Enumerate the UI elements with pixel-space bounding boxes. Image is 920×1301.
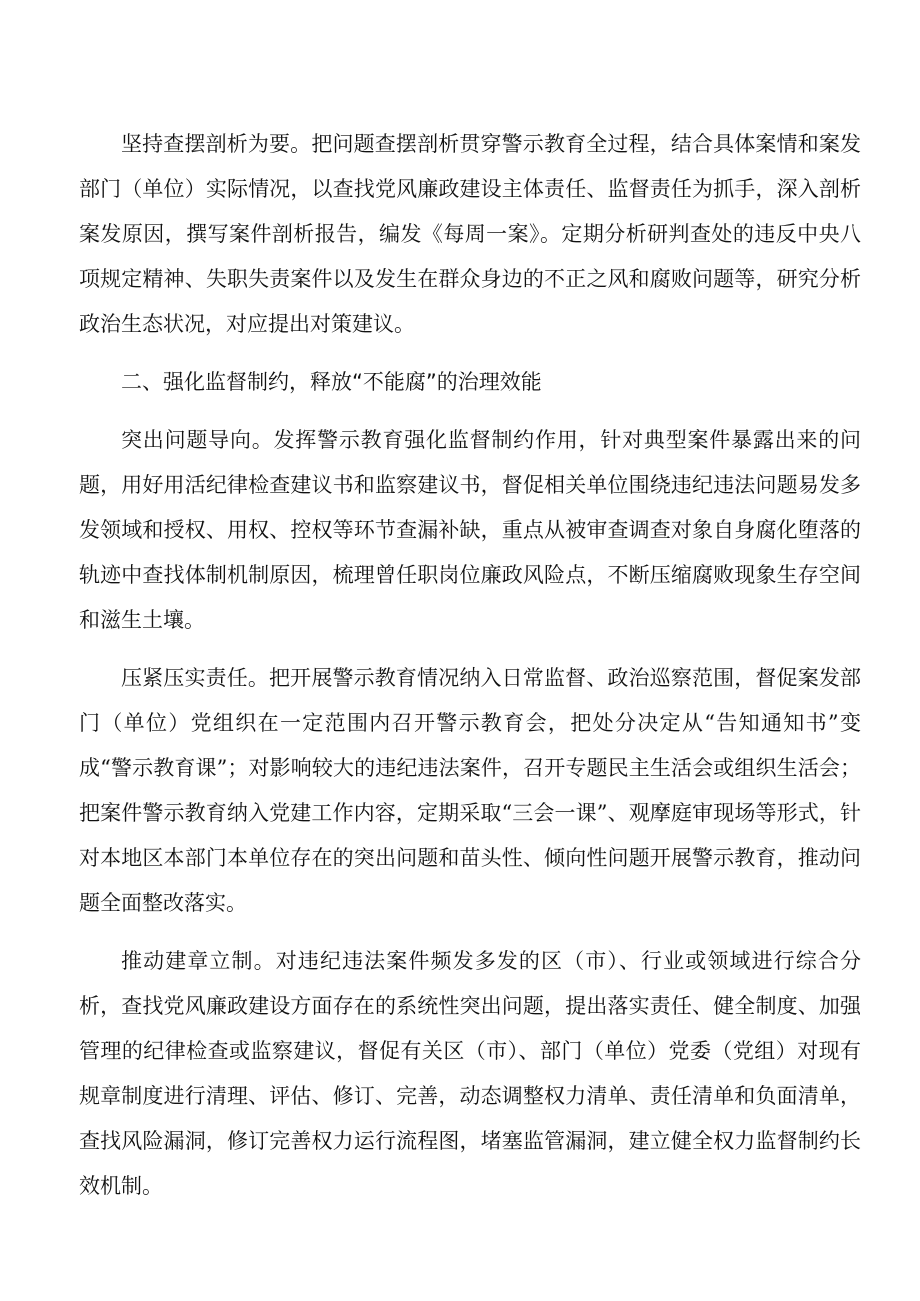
document-body (79, 122, 861, 1209)
paragraph-text: 对违纪违法案件频发多发的区（市）、行业或领域进行综合分析，查找党风廉政建设方面存在的系统性突出问题，提出落实责任、健全制度、加强管理的纪律检查或监察建议，督促有关区（市）、部门（单位）党委（党组）对现有规章制度进行清理、评估、修订、完善，动态调整权力清单、责任清单和负面清单，查找风险漏洞，修订完善权力运行流程图，堵塞监管漏洞，建立健全权力监督制约长效机制。 (79, 949, 862, 1198)
paragraph-rules (79, 939, 861, 1209)
paragraph-lead: 坚持查摆剖析为要。 (121, 132, 312, 156)
paragraph-text: 把问题查摆剖析贯穿警示教育全过程，结合具体案情和案发部门（单位）实际情况，以查找党风廉政建设主体责任、监督责任为抓手，深入剖析案发原因，撰写案件剖析报告，编发《每周一案》。定期分析研判查处的违反中央八项规定精神、失职失责案件以及发生在群众身边的不正之风和腐败问题等，研究分析政治生态状况，对应提出对策建议。 (79, 132, 862, 336)
paragraph-lead: 压紧压实责任。 (121, 666, 270, 690)
paragraph-problem-oriented (79, 418, 861, 643)
paragraph-lead: 突出问题导向。 (121, 428, 274, 452)
section-heading: 二、强化监督制约，释放“不能腐”的治理效能 (121, 370, 542, 394)
paragraph-text: 发挥警示教育强化监督制约作用，针对典型案件暴露出来的问题，用好用活纪律检查建议书和监察建议书，督促相关单位围绕违纪违法问题易发多发领域和授权、用权、控权等环节查漏补缺，重点从被审查调查对象自身腐化堕落的轨迹中查找体制机制原因，梳理曾任职岗位廉政风险点，不断压缩腐败现象生存空间和滋生土壤。 (79, 428, 861, 632)
paragraph-lead: 推动建章立制。 (121, 949, 276, 973)
paragraph-check-analysis (79, 122, 861, 347)
paragraph-responsibility (79, 656, 861, 926)
paragraph-text: 把开展警示教育情况纳入日常监督、政治巡察范围，督促案发部门（单位）党组织在一定范围内召开警示教育会，把处分决定从“告知通知书”变成“警示教育课”；对影响较大的违纪违法案件，召开专题民主生活会或组织生活会；把案件警示教育纳入党建工作内容，定期采取“三会一课”、观摩庭审现场等形式，针对本地区本部门本单位存在的突出问题和苗头性、倾向性问题开展警示教育，推动问题全面整改落实。 (79, 666, 861, 915)
